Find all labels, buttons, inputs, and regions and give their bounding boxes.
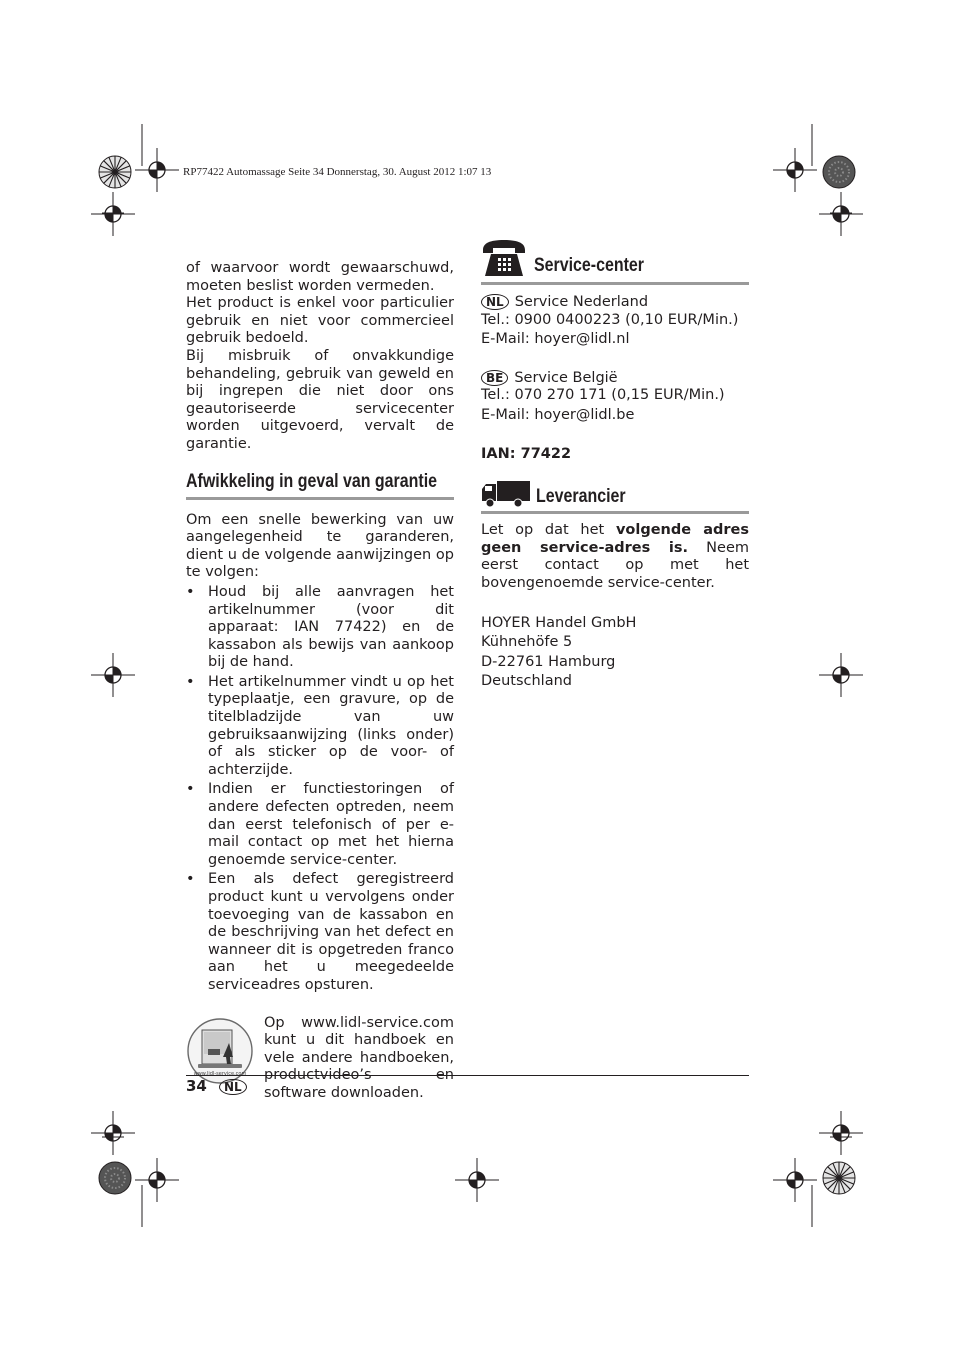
warranty-intro: Om een snelle bewerking van uw aangelegenheid te garanderen, dient u de volgende aanwijzingen op te volgen: [186,511,454,581]
service-nl-email: E-Mail: hoyer@lidl.nl [481,331,630,348]
ian-number: IAN: 77422 [481,445,572,462]
service-nl [481,294,749,349]
service-heading-block [481,238,749,285]
service-be [481,370,749,425]
supplier-note-text: Let op dat het [481,522,616,539]
supplier-note [481,522,749,592]
warranty-bullet-list [186,584,454,995]
telephone-icon [481,238,527,278]
supplier-heading: Leverancier [536,486,626,508]
nl-country-badge: NL [481,294,509,310]
intro-paragraph: Het product is enkel voor particulier gebruik en niet voor commercieel gebruik bedoeld. [186,295,454,347]
print-slug: RP77422 Automassage Seite 34 Donnerstag, 30. August 2012 1:07 13 [183,166,492,178]
footer-language-badge: NL [219,1079,247,1095]
warranty-heading: Afwikkeling in geval van garantie [186,470,438,492]
service-nl-phone: Tel.: 0900 0400223 (0,10 EUR/Min.) [481,311,739,328]
service-center-heading: Service-center [534,255,645,276]
right-column [481,238,749,692]
intro-paragraph: Bij misbruik of onvakkundige behandeling, gebruik van geweld en bij ingrepen die niet door ons geautoriseerde servicecenter worden uitgevoerd, vervalt de garantie. [186,347,454,452]
list-item: • Indien er functiestoringen of andere defecten optreden, neem dan eerst telefonisch of per e-mail contact op met het hierna genoemde service-center. [186,781,454,869]
service-nl-name-line [481,294,749,312]
footer-rule [186,1075,749,1076]
supplier-note-text: Neem eerst contact op met het bovengenoemde service-center. [481,539,749,591]
list-item: • Een als defect geregistreerd product kunt u vervolgens onder toevoeging van de kassabon en de beschrijving van het defect en wanneer dit is opgetreden franco aan het u meegedeelde serviceadres opsturen. [186,871,454,994]
service-be-name: Service België [514,369,618,386]
logo-caption: www.lidl-service.com [193,1070,247,1077]
warranty-heading-block [186,471,454,500]
address-line: Kühnehöfe 5 [481,634,573,651]
page-number: 34 [186,1077,207,1095]
address-line: HOYER Handel GmbH [481,614,637,631]
address-line: Deutschland [481,673,572,690]
address-line: D-22761 Hamburg [481,653,616,670]
service-be-email: E-Mail: hoyer@lidl.be [481,406,635,423]
service-be-name-line [481,370,749,388]
service-be-phone: Tel.: 070 270 171 (0,15 EUR/Min.) [481,387,725,404]
left-column [186,260,454,1103]
list-item: • Het artikelnummer vindt u op het typeplaatje, een gravure, op de titelbladzijde van uw gebruiksaanwijzing (links onder) of als sticker op de voor- of achterzijde. [186,674,454,780]
service-nl-name: Service Nederland [514,294,649,310]
download-text: Op www.lidl-service.com kunt u dit handboek en vele andere handboeken, productvideo’s en software downloaden. [264,1014,454,1101]
delivery-truck-icon [481,480,531,508]
supplier-note-emphasis: volgende adres geen service-adres is. [481,522,750,556]
be-country-badge: BE [481,370,508,386]
supplier-heading-block [481,480,749,514]
list-item: • Houd bij alle aanvragen het artikelnummer (voor dit apparaat: IAN 77422) en de kassabon als bewijs van aankoop bij de hand. [186,584,454,672]
supplier-address [481,614,749,692]
intro-paragraph: of waarvoor wordt gewaarschuwd, moeten beslist worden vermeden. [186,260,454,294]
